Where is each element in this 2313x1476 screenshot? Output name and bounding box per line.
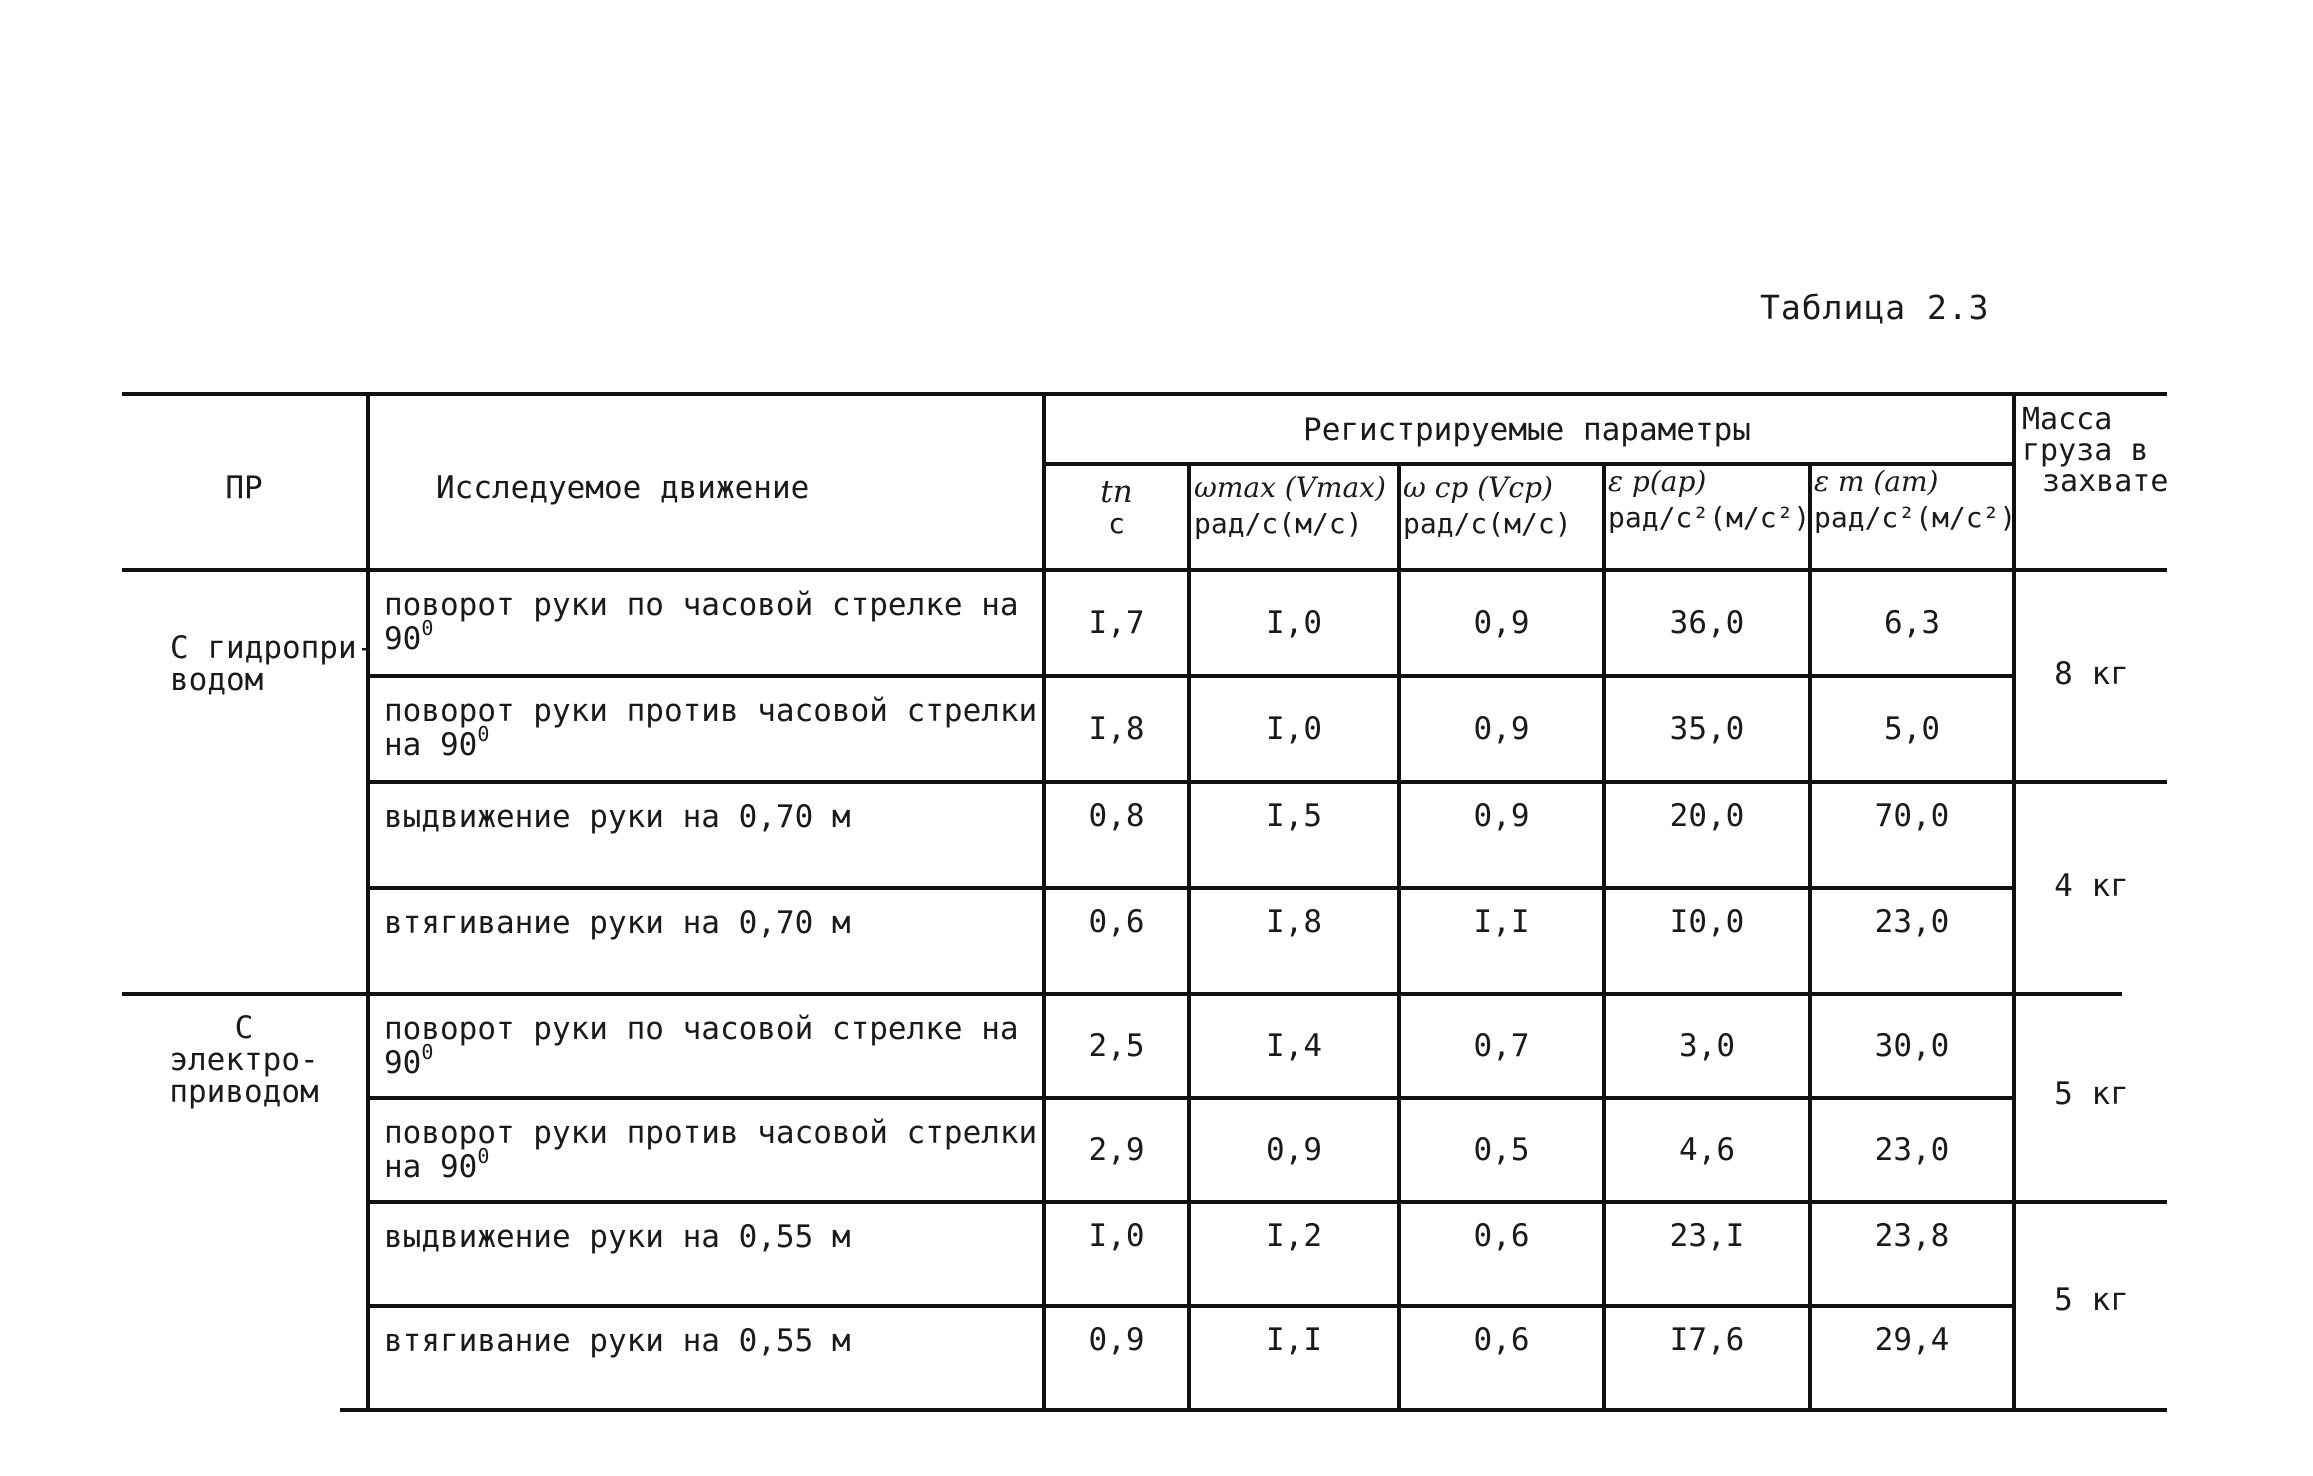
rule-group-divider [122,992,2122,996]
value-cell: I,5 [1266,798,1322,834]
value-cell: 70,0 [1874,798,1950,834]
degree-superscript: 0 [421,616,434,640]
movement-line: втягивание руки на 0,55 м [384,1323,851,1359]
pr-label-line: С [234,1010,254,1046]
mass-cell: 4 кг [2054,868,2129,904]
value-cell: 30,0 [1874,1028,1950,1064]
movement-cell [384,1012,1019,1080]
movement-line [384,1144,1037,1185]
pr-label-line: приводом [169,1074,319,1110]
pr-group-hydraulic [170,632,375,696]
value-cell: 23,0 [1874,904,1950,940]
value-cell: 23,0 [1874,1132,1950,1168]
param-unit: рад/с(м/с) [1403,507,1572,540]
param-symbol: ωmax (Vmax) [1194,471,1386,504]
movement-line [384,722,1037,763]
table-caption: Таблица 2.3 [1760,288,1990,327]
rule-col-tp [1042,392,1046,1412]
value-cell: 0,6 [1473,1322,1530,1358]
degree-superscript: 0 [477,1144,490,1168]
rule-row-2 [366,780,2167,784]
value-cell: 36,0 [1669,605,1745,641]
param-header-1 [1046,474,1187,538]
movement-line: поворот руки по часовой стрелке на [384,587,1019,623]
param-symbol: ε р(aр) [1608,465,1707,498]
header-mass-line-1: Масса [2022,402,2113,437]
rule-row-6 [366,1200,2167,1204]
pr-group-electric [122,1012,366,1108]
pr-label-line: С гидропри- [170,630,376,666]
value-cell: I7,6 [1669,1322,1745,1358]
movement-cell [384,1324,851,1358]
value-cell: I,8 [1088,711,1145,747]
movement-line [384,616,1019,657]
value-cell: 0,9 [1473,798,1530,834]
value-cell: 23,8 [1874,1218,1950,1254]
rule-col-movement [366,392,370,1412]
value-cell: I,0 [1266,605,1322,641]
movement-line-text: на 90 [384,1149,478,1185]
value-cell: I,I [1266,1322,1322,1358]
value-cell: 23,I [1669,1218,1745,1254]
header-mass-line-2: груза в [2022,433,2149,468]
value-cell: 4,6 [1679,1132,1735,1168]
param-symbol: ε т (aт) [1814,465,1939,498]
movement-line: втягивание руки на 0,70 м [384,905,851,941]
param-unit: рад/с²(м/с²) [1814,501,2017,534]
movement-line-text: 90 [384,621,422,657]
value-cell: 2,5 [1088,1028,1145,1064]
rule-top [122,392,2167,396]
param-unit: рад/с(м/с) [1194,507,1363,540]
value-cell: 0,6 [1088,904,1145,940]
value-cell: 5,0 [1884,711,1940,747]
param-header-3 [1403,470,1572,542]
value-cell: 2,9 [1088,1132,1145,1168]
movement-cell [384,1116,1037,1184]
movement-line: выдвижение руки на 0,70 м [384,799,851,835]
mass-cell: 8 кг [2054,656,2129,692]
movement-cell [384,800,851,834]
value-cell: I,4 [1266,1028,1322,1064]
value-cell: I,0 [1088,1218,1145,1254]
value-cell: 0,7 [1473,1028,1530,1064]
movement-line: поворот руки по часовой стрелке на [384,1011,1019,1047]
movement-cell [384,1220,851,1254]
movement-line-text: на 90 [384,727,478,763]
value-cell: I,2 [1266,1218,1322,1254]
header-mass-line-3: захвате [2042,464,2169,499]
degree-superscript: 0 [477,722,490,746]
rule-bottom [340,1408,2167,1412]
param-symbol: ω ср (Vср) [1403,471,1553,504]
value-cell: 6,3 [1884,605,1940,641]
value-cell: 35,0 [1669,711,1745,747]
param-unit: с [1108,507,1125,540]
movement-line: поворот руки против часовой стрелки [384,693,1038,729]
value-cell: I0,0 [1669,904,1745,940]
pr-label-line: электро- [169,1042,319,1078]
param-header-4 [1608,464,1810,536]
param-symbol: tп [1100,474,1133,510]
param-header-5 [1814,464,2016,536]
movement-line: выдвижение руки на 0,55 м [384,1219,851,1255]
value-cell: 0,9 [1088,1322,1145,1358]
value-cell: 0,9 [1473,711,1530,747]
value-cell: 3,0 [1679,1028,1735,1064]
param-unit: рад/с²(м/с²) [1608,501,1811,534]
value-cell: I,7 [1088,605,1145,641]
value-cell: 29,4 [1874,1322,1950,1358]
rule-header-bottom [122,568,2167,572]
value-cell: 0,8 [1088,798,1145,834]
movement-cell [384,694,1037,762]
value-cell: I,I [1473,904,1530,940]
pr-label-line: водом [170,662,264,698]
param-header-2 [1194,470,1386,542]
header-movement: Исследуемое движение [436,470,810,506]
movement-line [384,1040,1019,1081]
movement-cell [384,588,1019,656]
value-cell: 0,9 [1473,605,1530,641]
header-mass [2022,404,2168,497]
header-registered-params: Регистрируемые параметры [1303,412,1751,448]
movement-line: поворот руки против часовой стрелки [384,1115,1038,1151]
mass-cell: 5 кг [2054,1076,2129,1112]
movement-cell [384,906,851,940]
degree-superscript: 0 [421,1040,434,1064]
value-cell: I,8 [1266,904,1322,940]
value-cell: 0,9 [1266,1132,1322,1168]
value-cell: 0,6 [1473,1218,1530,1254]
value-cell: I,0 [1266,711,1322,747]
data-table [122,392,2167,1402]
header-pr: ПР [225,470,263,506]
mass-cell: 5 кг [2054,1282,2129,1318]
movement-line-text: 90 [384,1045,422,1081]
value-cell: 20,0 [1669,798,1745,834]
value-cell: 0,5 [1473,1132,1530,1168]
